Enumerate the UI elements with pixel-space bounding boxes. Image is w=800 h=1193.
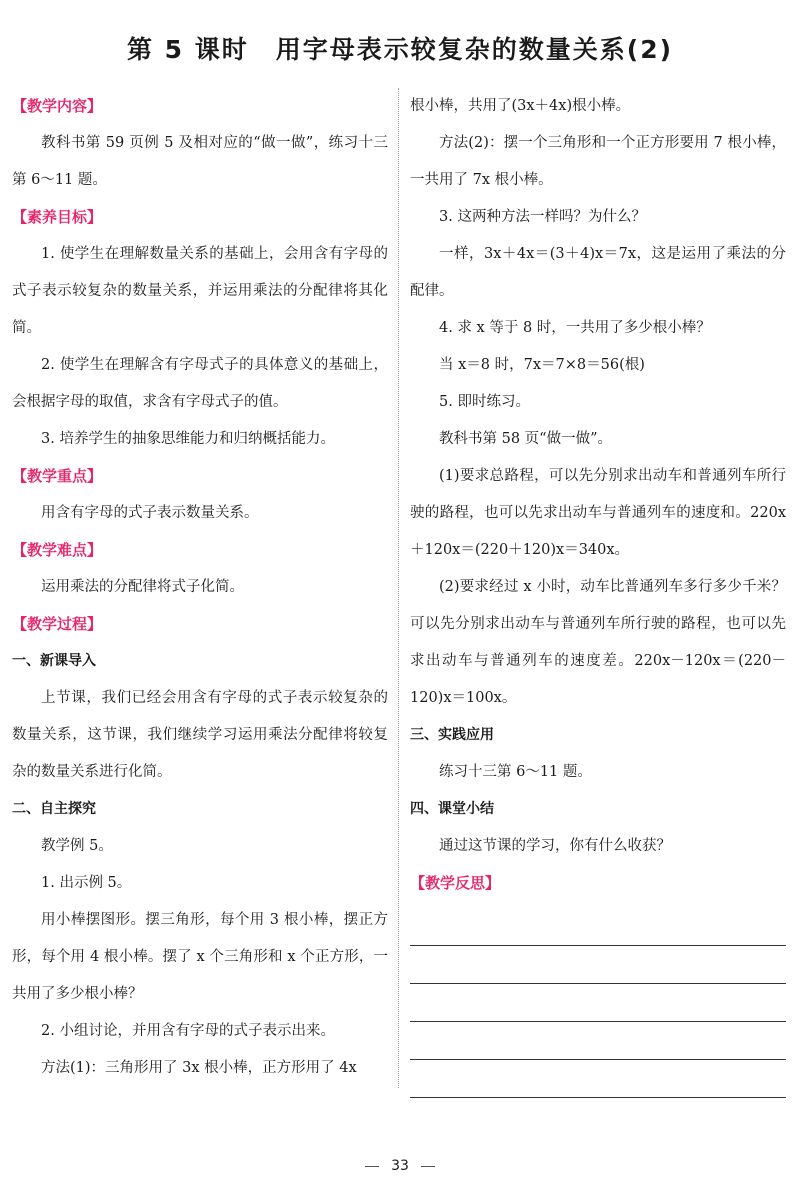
writing-line — [410, 946, 786, 984]
answer-three: 一样，3x＋4x＝(3＋4)x＝7x，这是运用了乘法的分配律。 — [410, 246, 786, 299]
writing-line — [410, 908, 786, 946]
method-one-continued: 根小棒，共用了(3x＋4x)根小棒。 — [410, 98, 631, 114]
section-intro-heading: 一、新课导入 — [12, 653, 96, 669]
writing-line — [410, 1022, 786, 1060]
content-heading: 【教学内容】 — [12, 97, 103, 115]
question-four: 4. 求 x 等于 8 时，一共用了多少根小棒？ — [439, 320, 711, 336]
practice-part-two: (2)要求经过 x 小时，动车比普通列车多行多少千米？可以先分别求出动车与普通列车所行驶的路程，也可以先求出动车与普通列车的速度差。220x－120x＝(220－120)x＝100x。 — [410, 579, 786, 706]
page-footer — [0, 1158, 800, 1174]
section-explore-heading: 二、自主探究 — [12, 801, 96, 817]
footer-dash — [365, 1166, 379, 1167]
answer-five: 教科书第 58 页“做一做”。 — [439, 431, 612, 447]
key-point-text: 用含有字母的式子表示数量关系。 — [41, 505, 259, 521]
difficulty-heading: 【教学难点】 — [12, 541, 103, 559]
question-five: 5. 即时练习。 — [439, 394, 530, 410]
practice-part-one: (1)要求总路程，可以先分别求出动车和普通列车所行驶的路程，也可以先求出动车与普通列车的速度和。220x＋120x＝(220＋120)x＝340x。 — [410, 468, 786, 558]
question-three: 3. 这两种方法一样吗？为什么？ — [439, 209, 646, 225]
reflection-heading: 【教学反思】 — [410, 874, 501, 892]
key-point-heading: 【教学重点】 — [12, 467, 103, 485]
reflection-lines — [410, 908, 786, 1098]
answer-four: 当 x＝8 时，7x＝7×8＝56(根) — [439, 357, 645, 373]
example-step: 2. 小组讨论，并用含有字母的式子表示出来。 — [41, 1023, 335, 1039]
goal-item: 1. 使学生在理解数量关系的基础上，会用含有字母的式子表示较复杂的数量关系，并运用乘法的分配律将其化简。 — [12, 246, 388, 336]
footer-dash — [421, 1166, 435, 1167]
section-intro-text: 上节课，我们已经会用含有字母的式子表示较复杂的数量关系，这节课，我们继续学习运用乘法分配律将较复杂的数量关系进行化简。 — [12, 690, 388, 780]
column-divider — [398, 88, 399, 1088]
writing-line — [410, 1060, 786, 1098]
goal-item: 3. 培养学生的抽象思维能力和归纳概括能力。 — [41, 431, 335, 447]
method-two-text: 方法(2)：摆一个三角形和一个正方形要用 7 根小棒，一共用了 7x 根小棒。 — [410, 135, 786, 188]
section-summary-text: 通过这节课的学习，你有什么收获？ — [439, 838, 671, 854]
section-apply-heading: 三、实践应用 — [410, 727, 494, 743]
method-one-text: 方法(1)：三角形用了 3x 根小棒，正方形用了 4x — [41, 1060, 357, 1076]
section-apply-text: 练习十三第 6～11 题。 — [439, 764, 592, 780]
example-step: 1. 出示例 5。 — [41, 875, 132, 891]
section-summary-heading: 四、课堂小结 — [410, 801, 494, 817]
right-column — [410, 88, 786, 1098]
left-column — [12, 88, 388, 1087]
content-text: 教科书第 59 页例 5 及相对应的“做一做”，练习十三第 6～11 题。 — [12, 135, 388, 188]
process-heading: 【教学过程】 — [12, 615, 103, 633]
page-title: 第 5 课时 用字母表示较复杂的数量关系(2) — [126, 35, 674, 64]
example-title: 教学例 5。 — [41, 838, 113, 854]
goal-item: 2. 使学生在理解含有字母式子的具体意义的基础上，会根据字母的取值，求含有字母式子的值。 — [12, 357, 388, 410]
page-number: 33 — [391, 1158, 409, 1174]
example-description: 用小棒摆图形。摆三角形，每个用 3 根小棒，摆正方形，每个用 4 根小棒。摆了 x 个三角形和 x 个正方形，一共用了多少根小棒？ — [12, 912, 388, 1002]
difficulty-text: 运用乘法的分配律将式子化简。 — [41, 579, 244, 595]
goals-heading: 【素养目标】 — [12, 208, 103, 226]
writing-line — [410, 984, 786, 1022]
